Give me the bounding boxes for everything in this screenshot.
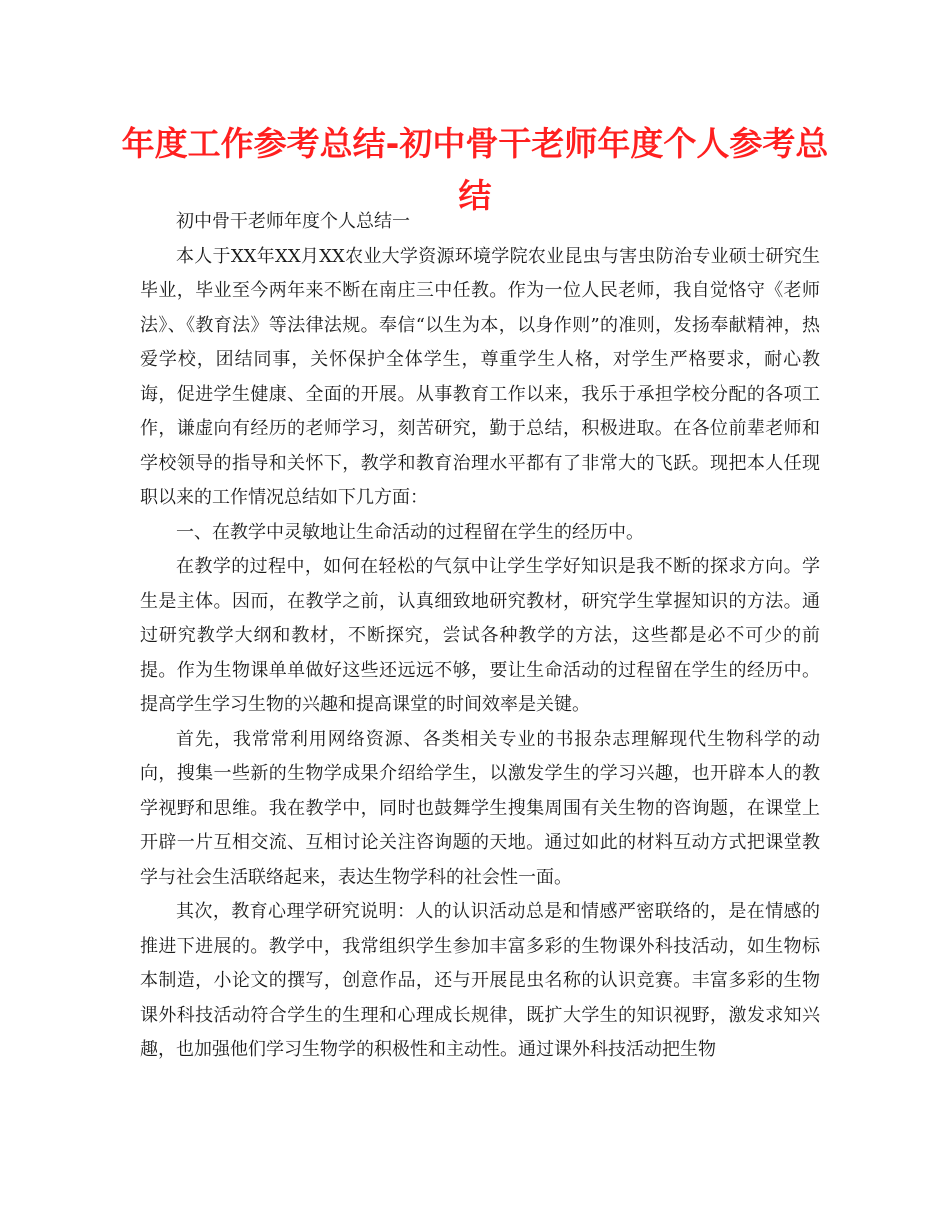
document-title: 年度工作参考总结-初中骨干老师年度个人参考总结 (121, 124, 829, 215)
document-body (140, 205, 820, 1068)
paragraph-intro: 本人于XX年XX月XX农业大学资源环境学院农业昆虫与害虫防治专业硕士研究生毕业，毕业至今两年来不断在南庄三中任教。作为一位人民老师，我自觉恪守《老师法》、《教育法》等法律法规。奉信“以生为本，以身作则”的准则，发扬奉献精神，热爱学校，团结同事，关怀保护全体学生，尊重学生人格，对学生严格要求，耐心教诲，促进学生健康、全面的开展。从事教育工作以来，我乐于承担学校分配的各项工作，谦虚向有经历的老师学习，刻苦研究，勤于总结，积极进取。在各位前辈老师和学校领导的指导和关怀下，教学和教育治理水平都有了非常大的飞跃。现把本人任现职以来的工作情况总结如下几方面： (140, 245, 820, 508)
section-heading-1: 一、在教学中灵敏地让生命活动的过程留在学生的经历中。 (176, 521, 644, 543)
paragraph-teaching-process: 在教学的过程中，如何在轻松的气氛中让学生学好知识是我不断的探求方向。学生是主体。因而，在教学之前，认真细致地研究教材，研究学生掌握知识的方法。通过研究教学大纲和教材，不断探究，尝试各种教学的方法，这些都是必不可少的前提。作为生物课单单做好这些还远远不够，要让生命活动的过程留在学生的经历中。提高学生学习生物的兴趣和提高课堂的时间效率是关键。 (140, 556, 820, 715)
paragraph-second: 其次，教育心理学研究说明：人的认识活动总是和情感严密联络的，是在情感的推进下进展的。教学中，我常组织学生参加丰富多彩的生物课外科技活动，如生物标本制造，小论文的撰写，创意作品，还与开展昆虫名称的认识竞赛。丰富多彩的生物课外科技活动符合学生的生理和心理成长规律，既扩大学生的知识视野，激发求知兴趣，也加强他们学习生物学的积极性和主动性。通过课外科技活动把生物 (140, 901, 820, 1060)
paragraph-first: 首先，我常常利用网络资源、各类相关专业的书报杂志理解现代生物科学的动向，搜集一些新的生物学成果介绍给学生，以激发学生的学习兴趣，也开辟本人的教学视野和思维。我在教学中，同时也鼓舞学生搜集周围有关生物的咨询题，在课堂上开辟一片互相交流、互相讨论关注咨询题的天地。通过如此的材料互动方式把课堂教学与社会生活联络起来，表达生物学科的社会性一面。 (140, 728, 820, 888)
section-subtitle: 初中骨干老师年度个人总结一 (176, 211, 410, 232)
